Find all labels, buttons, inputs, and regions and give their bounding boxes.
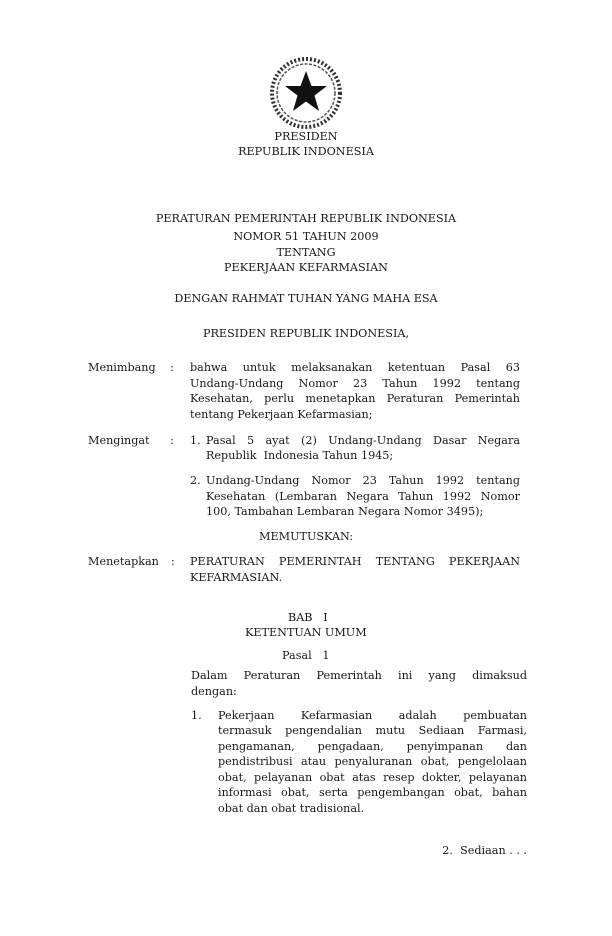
title-line: PERATURAN PEMERINTAH REPUBLIK INDONESIA: [155, 212, 457, 225]
mengingat-line: Kesehatan (Lembaran Negara Tahun 1992 Nomor: [206, 490, 520, 503]
continuation-marker: 2. Sediaan . . .: [442, 844, 527, 857]
garuda-emblem: [268, 55, 344, 131]
item-number: 1.: [190, 434, 201, 447]
definition-line: pendistribusi atau penyaluranan obat, pengelolaan: [218, 755, 527, 768]
definition-line: Pekerjaan Kefarmasian adalah pembuatan: [218, 709, 527, 722]
mengingat-line: Undang-Undang Nomor 23 Tahun 1992 tentang: [206, 474, 520, 487]
menetapkan-line: KEFARMASIAN.: [190, 571, 283, 584]
header-republic: REPUBLIK INDONESIA: [238, 145, 374, 158]
mengingat-line: Republik Indonesia Tahun 1945;: [206, 449, 394, 462]
item-number: 2.: [190, 474, 201, 487]
definition-line: obat dan obat tradisional.: [218, 802, 365, 815]
president-line: PRESIDEN REPUBLIK INDONESIA,: [202, 327, 410, 340]
definition-line: obat, pelayanan obat atas resep dokter, pelayanan: [218, 771, 527, 784]
mengingat-line: 100, Tambahan Lembaran Negara Nomor 3495);: [206, 505, 484, 518]
header-president: PRESIDEN: [274, 130, 338, 143]
menimbang-line: bahwa untuk melaksanakan ketentuan Pasal 63: [190, 361, 520, 374]
menetapkan-label: Menetapkan: [88, 555, 159, 568]
mengingat-line: Pasal 5 ayat (2) Undang-Undang Dasar Negara: [206, 434, 520, 447]
intro-line: dengan:: [191, 685, 237, 698]
definition-line: termasuk pengendalian mutu Sediaan Farmasi,: [218, 724, 527, 737]
definition-line: pengamanan, pengadaan, penyimpanan dan: [218, 740, 527, 753]
colon: :: [170, 361, 174, 374]
mengingat-label: Mengingat: [88, 434, 150, 447]
menimbang-label: Menimbang: [88, 361, 156, 374]
colon: :: [170, 434, 174, 447]
bab-title: KETENTUAN UMUM: [245, 626, 367, 639]
menimbang-line: tentang Pekerjaan Kefarmasian;: [190, 408, 373, 421]
menimbang-line: Kesehatan, perlu menetapkan Peraturan Pemerintah: [190, 392, 520, 405]
definition-line: informasi obat, serta pengembangan obat, bahan: [218, 786, 527, 799]
colon: :: [171, 555, 175, 568]
title-line: TENTANG: [276, 246, 336, 259]
title-line: NOMOR 51 TAHUN 2009: [233, 230, 379, 243]
star-icon: [285, 71, 327, 111]
memutuskan-heading: MEMUTUSKAN:: [259, 530, 354, 543]
bab-heading: BAB I: [288, 611, 328, 624]
item-number: 1.: [191, 709, 202, 722]
menimbang-line: Undang-Undang Nomor 23 Tahun 1992 tentang: [190, 377, 520, 390]
pasal-heading: Pasal 1: [282, 649, 330, 662]
title-line: PEKERJAAN KEFARMASIAN: [224, 261, 388, 274]
menetapkan-line: PERATURAN PEMERINTAH TENTANG PEKERJAAN: [190, 555, 520, 568]
invocation: DENGAN RAHMAT TUHAN YANG MAHA ESA: [174, 292, 438, 305]
intro-line: Dalam Peraturan Pemerintah ini yang dimaksud: [191, 669, 527, 682]
